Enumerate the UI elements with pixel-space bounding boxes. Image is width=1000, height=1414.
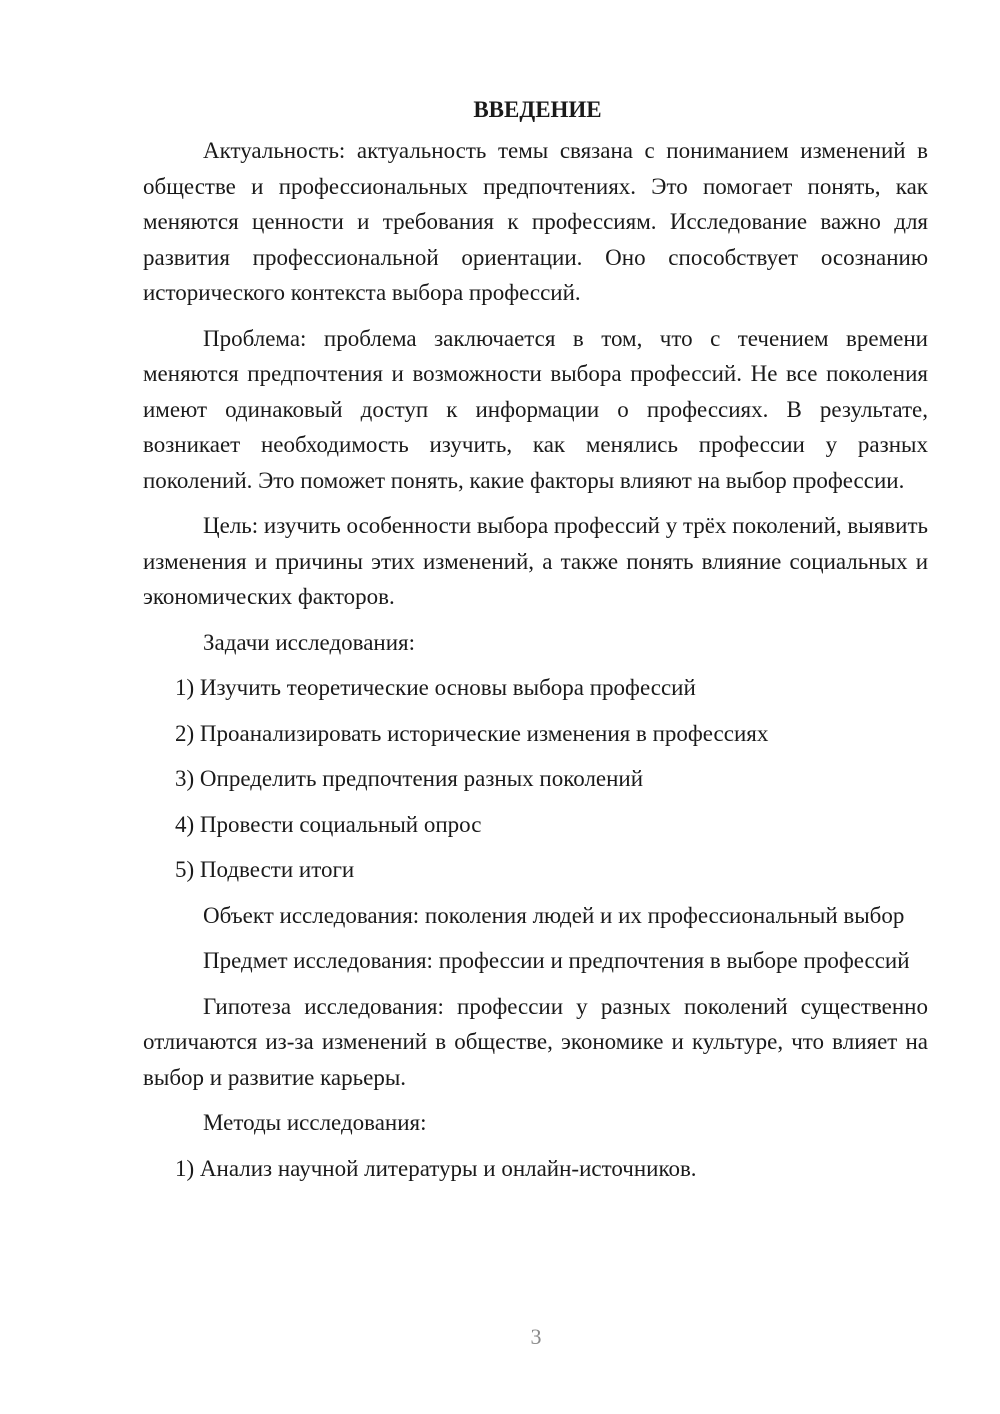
goal-paragraph: Цель: изучить особенности выбора профессий у трёх поколений, выявить изменения и причины этих изменений, а также понять влияние социальных и экономических факторов.: [143, 513, 928, 609]
tasks-list: [143, 670, 928, 888]
task-item: 4) Провести социальный опрос: [175, 811, 482, 837]
page-number: 3: [530, 1324, 542, 1349]
document-page: [143, 92, 928, 1196]
tasks-heading: Задачи исследования:: [203, 629, 416, 655]
task-item: 2) Проанализировать исторические изменения в профессиях: [175, 720, 769, 746]
hypothesis-paragraph: Гипотеза исследования: профессии у разных поколений существенно отличаются из-за изменений в обществе, экономике и культуре, что влияет на выбор и развитие карьеры.: [143, 993, 928, 1090]
methods-list: [143, 1151, 928, 1187]
method-item: 1) Анализ научной литературы и онлайн-источников.: [175, 1155, 697, 1181]
relevance-paragraph: Актуальность: актуальность темы связана с пониманием изменений в обществе и профессиональных предпочтениях. Это помогает понять, как меняются ценности и требования к профессиям. Исследование важно для развития профессиональной ориентации. Оно способствует осознанию исторического контекста выбора профессий.: [143, 138, 928, 305]
page-title: ВВЕДЕНИЕ: [473, 97, 602, 122]
methods-heading: Методы исследования:: [203, 1110, 427, 1135]
problem-paragraph: Проблема: проблема заключается в том, что с течением времени меняются предпочтения и возможности выбора профессий. Не все поколения имеют одинаковый доступ к информации о профессиях. В результате, возникает необходимость изучить, как менялись профессии у разных поколений. Это поможет понять, какие факторы влияют на выбор профессии.: [143, 325, 928, 493]
subject-paragraph: Предмет исследования: профессии и предпочтения в выборе профессий: [203, 948, 910, 973]
object-paragraph: Объект исследования: поколения людей и их профессиональный выбор: [203, 902, 905, 928]
task-item: 3) Определить предпочтения разных поколений: [175, 766, 644, 791]
task-item: 5) Подвести итоги: [175, 857, 355, 882]
task-item: 1) Изучить теоретические основы выбора профессий: [175, 675, 696, 700]
